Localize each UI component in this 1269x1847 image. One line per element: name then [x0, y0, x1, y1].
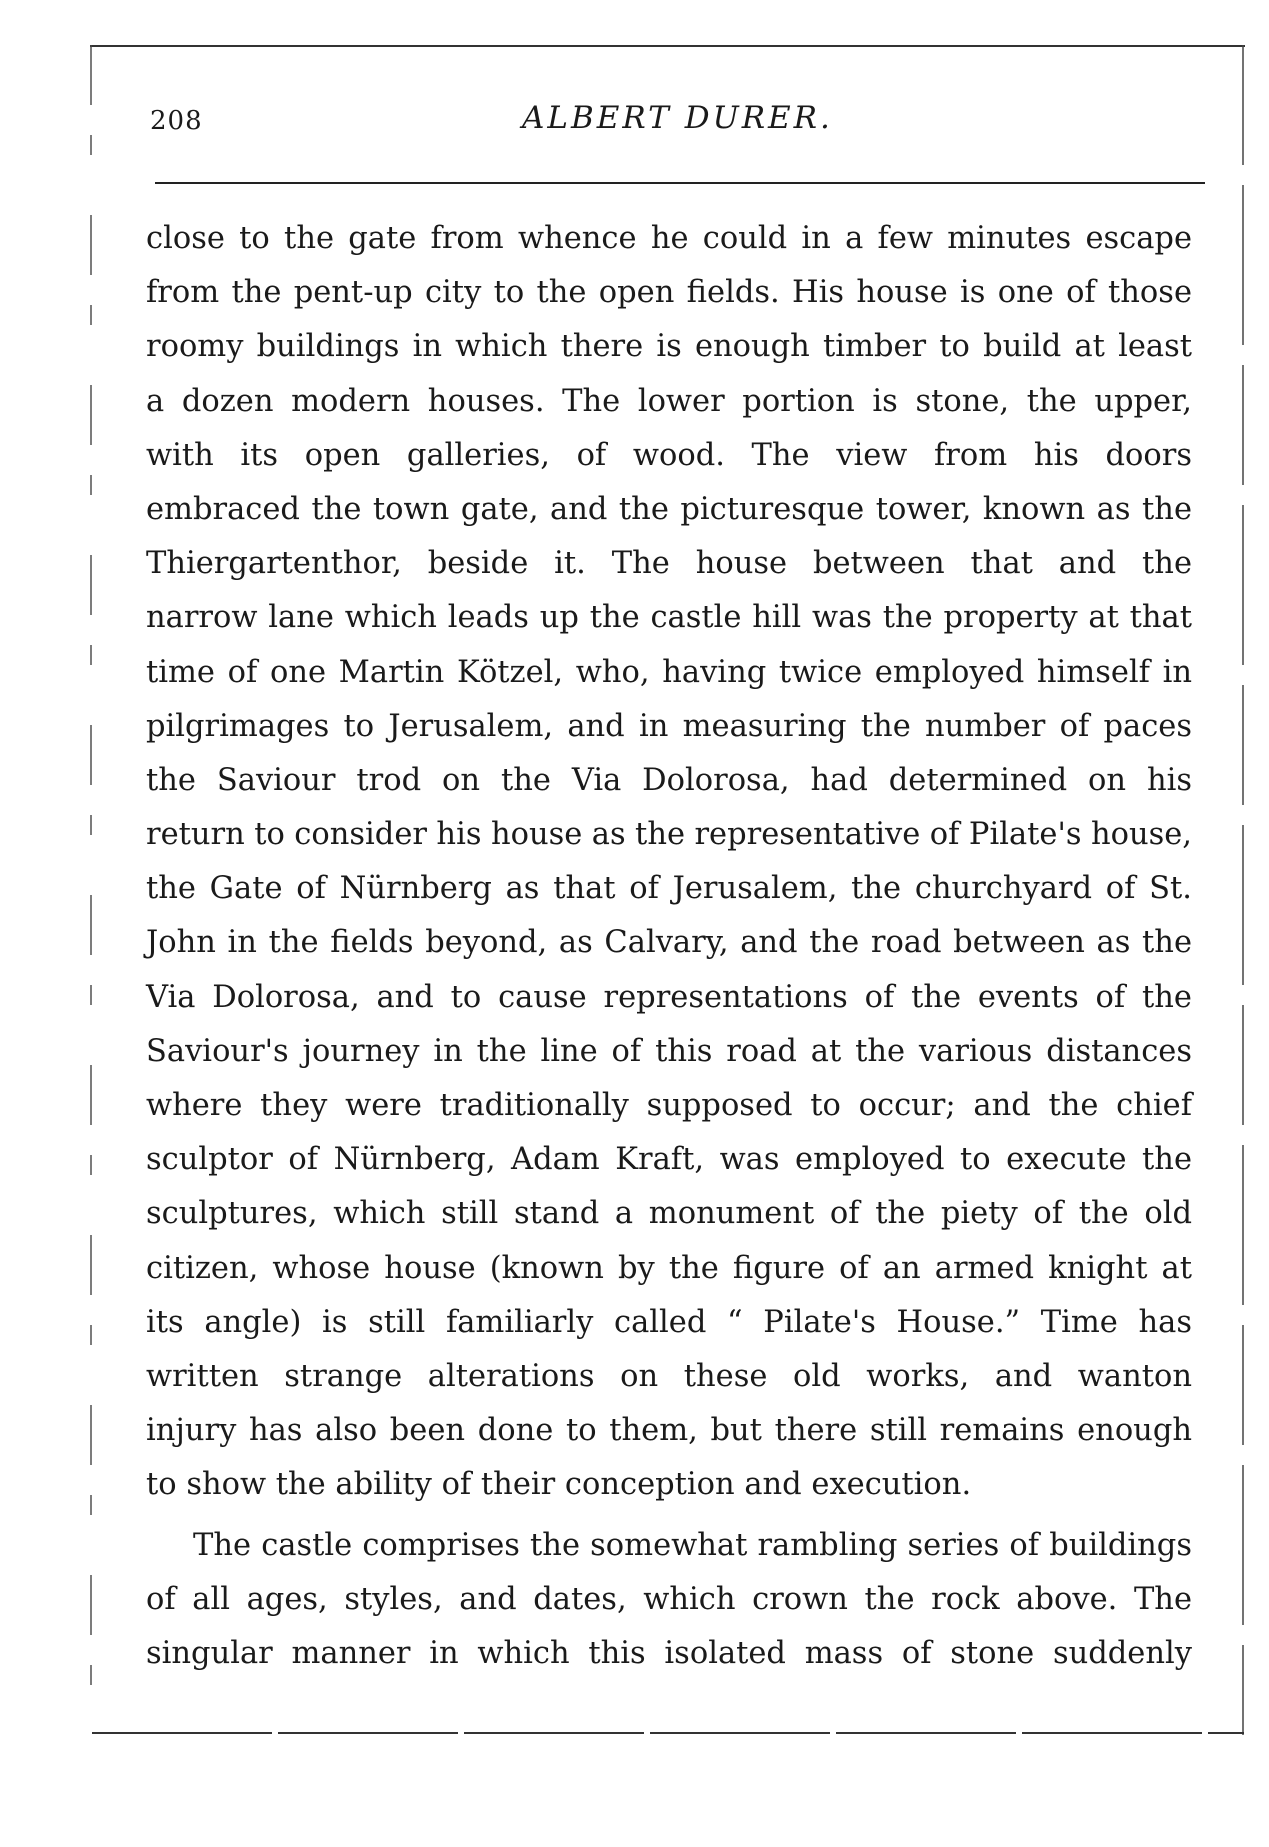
text-line: of all ages, styles, and dates, which crown the rock above. The	[146, 1581, 1192, 1617]
page-number: 208	[150, 106, 203, 136]
frame-top-rule	[90, 45, 1245, 47]
frame-bottom-rule	[92, 1732, 1244, 1734]
text-line: citizen, whose house (known by the figure of an armed knight at	[146, 1250, 1192, 1286]
text-line: a dozen modern houses. The lower portion is stone, the upper,	[146, 383, 1192, 419]
text-line: sculptures, which still stand a monument of the piety of the old	[146, 1196, 1192, 1232]
text-line: Thiergartenthor, beside it. The house between that and the	[146, 546, 1192, 582]
frame-left-rule	[90, 45, 92, 1735]
header-rule	[155, 182, 1205, 184]
paragraph-1	[146, 212, 1192, 1513]
text-line: roomy buildings in which there is enough timber to build at least	[146, 329, 1192, 365]
text-line: Via Dolorosa, and to cause representations of the events of the	[146, 979, 1192, 1015]
text-line: where they were traditionally supposed to occur; and the chief	[146, 1088, 1192, 1123]
text-line: with its open galleries, of wood. The view from his doors	[146, 437, 1192, 473]
frame-right-rule	[1242, 45, 1244, 1735]
text-line: close to the gate from whence he could in a few minutes escape	[146, 221, 1192, 256]
text-line: embraced the town gate, and the picturesque tower, known as the	[146, 491, 1192, 527]
text-line: John in the fields beyond, as Calvary, and the road between as the	[146, 925, 1192, 961]
text-line: to show the ability of their conception and execution.	[146, 1467, 972, 1503]
text-line: written strange alterations on these old works, and wanton	[146, 1358, 1192, 1394]
paragraph-2	[146, 1519, 1192, 1682]
running-title: ALBERT DURER.	[522, 100, 833, 136]
text-line: Saviour's journey in the line of this road at the various distances	[146, 1033, 1192, 1069]
text-line: the Gate of Nürnberg as that of Jerusalem, the churchyard of St.	[146, 871, 1192, 907]
text-line: from the pent-up city to the open fields. His house is one of those	[146, 275, 1192, 311]
text-line: return to consider his house as the representative of Pilate's house,	[146, 817, 1192, 853]
text-line: narrow lane which leads up the castle hill was the property at that	[146, 600, 1192, 636]
page-header	[150, 100, 1200, 150]
text-line: injury has also been done to them, but there still remains enough	[146, 1413, 1192, 1449]
text-line: singular manner in which this isolated mass of stone suddenly	[146, 1635, 1192, 1671]
text-line: sculptor of Nürnberg, Adam Kraft, was employed to execute the	[146, 1142, 1192, 1178]
text-line: The castle comprises the somewhat rambling series of buildings	[193, 1527, 1192, 1563]
text-line: time of one Martin Kötzel, who, having twice employed himself in	[146, 654, 1192, 690]
text-line: its angle) is still familiarly called “ Pilate's House.” Time has	[146, 1304, 1192, 1340]
text-line: the Saviour trod on the Via Dolorosa, had determined on his	[146, 762, 1192, 798]
body-text	[146, 212, 1192, 1681]
text-line: pilgrimages to Jerusalem, and in measuring the number of paces	[146, 708, 1192, 744]
